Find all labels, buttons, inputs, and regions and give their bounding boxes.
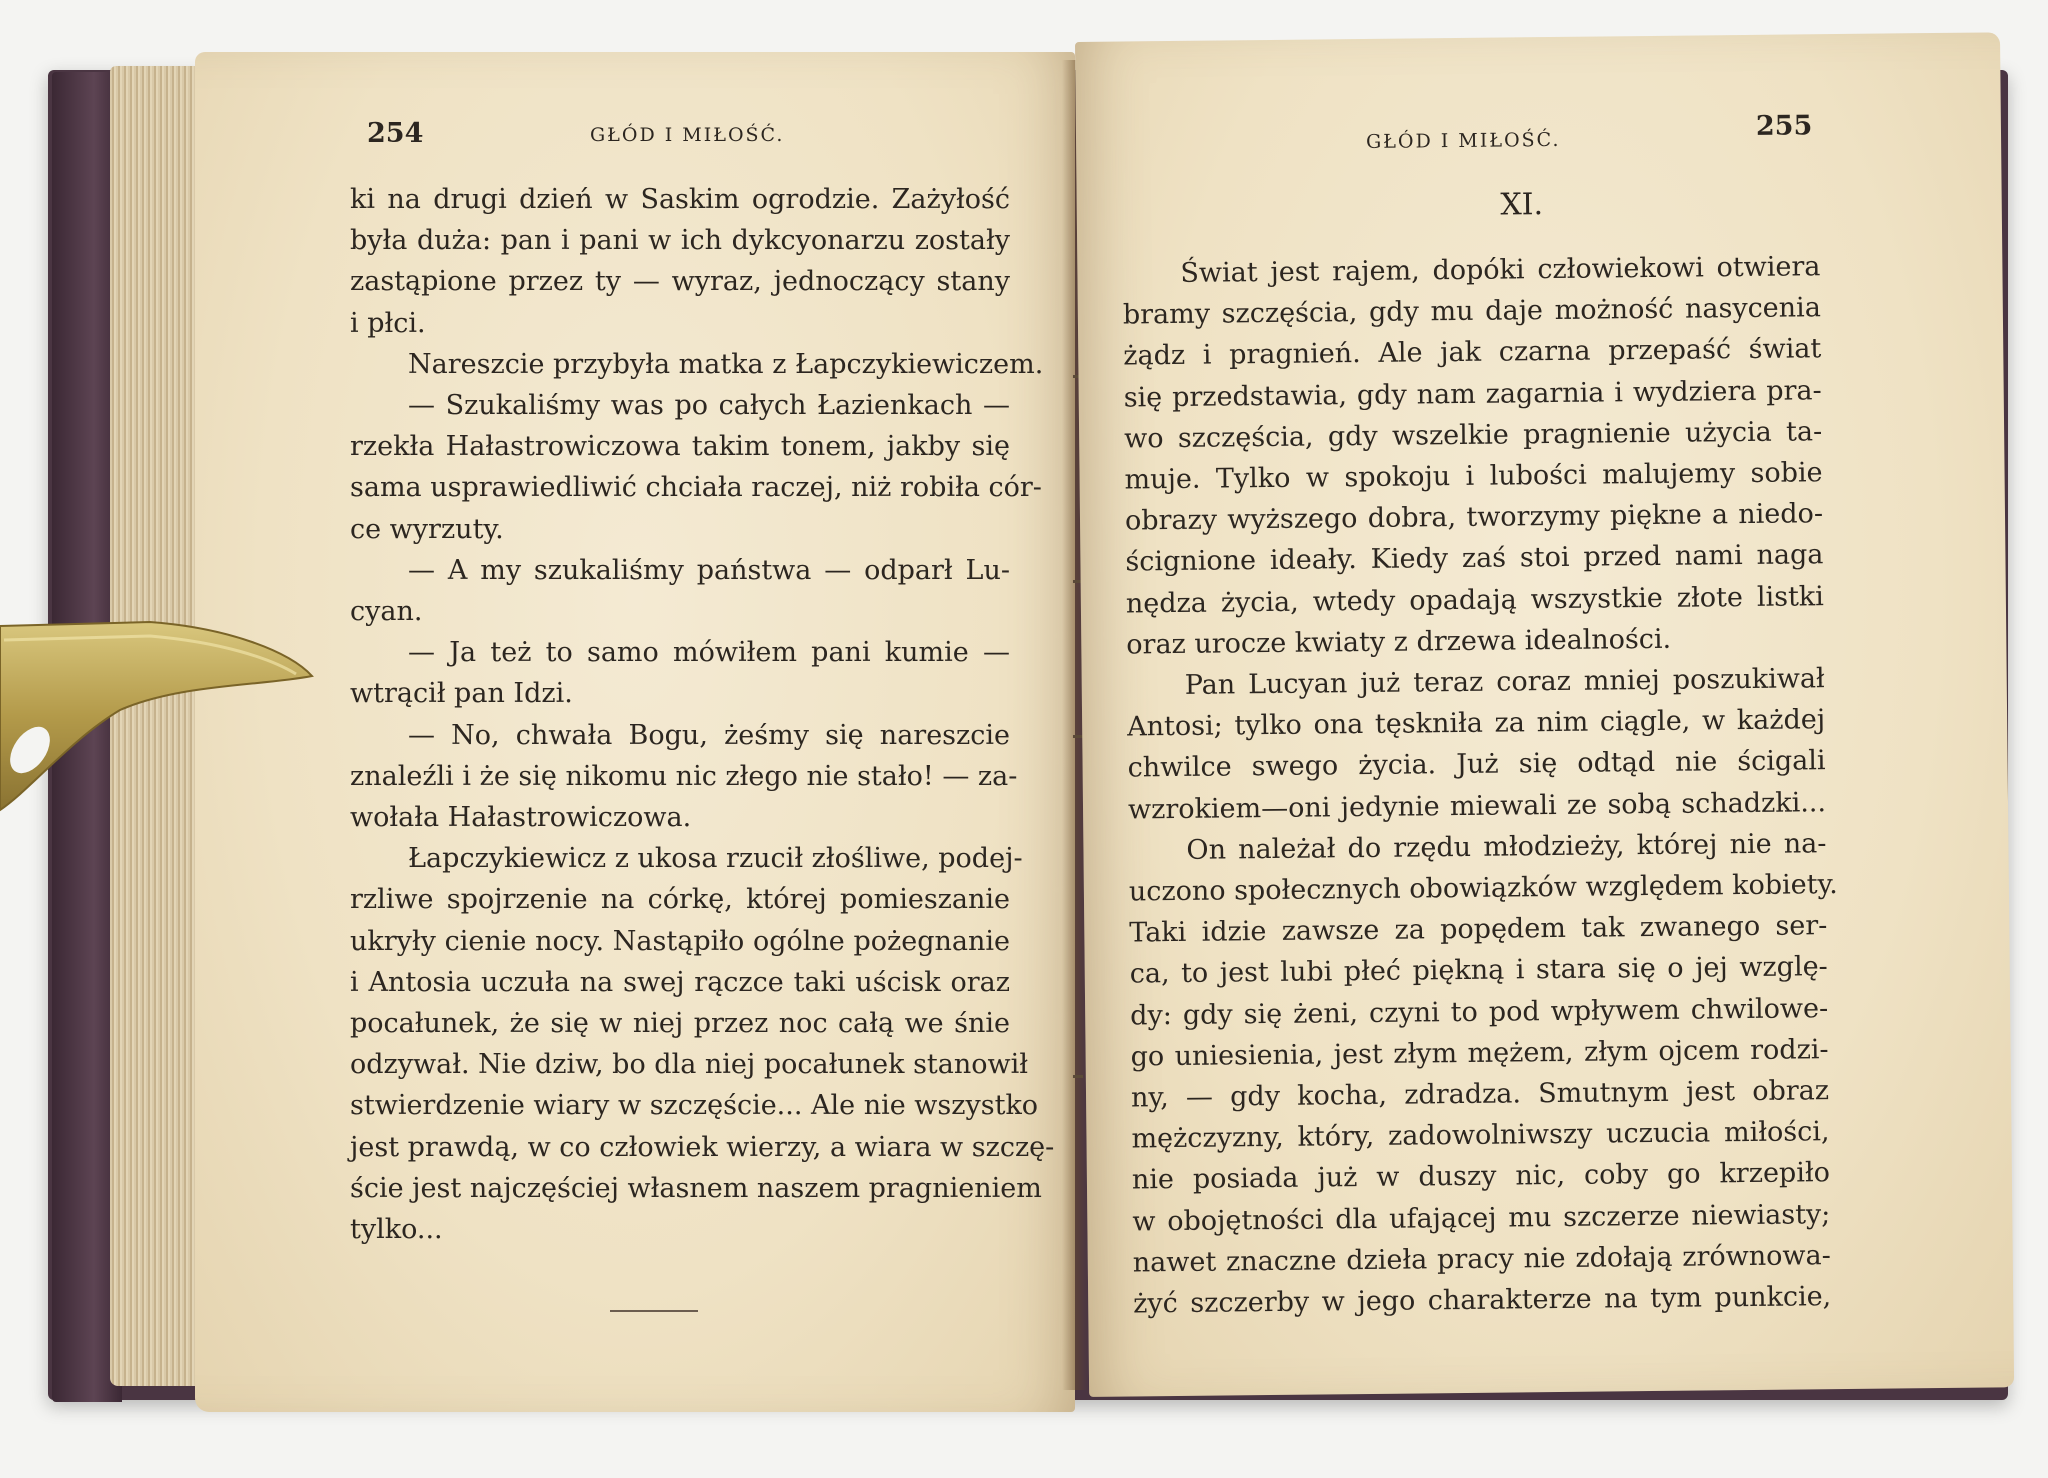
text-line: się przedstawia, gdy nam zagarnia i wydziera pra- bbox=[1123, 374, 1822, 414]
right-page-number: 255 bbox=[1755, 110, 1813, 142]
left-page-number: 254 bbox=[367, 118, 424, 149]
text-line: uczono społecznych obowiązków względem kobiety. bbox=[1128, 869, 1838, 908]
text-line: — No, chwała Bogu, żeśmy się nareszcie bbox=[408, 719, 1010, 751]
left-page bbox=[195, 52, 1075, 1412]
text-line: rzliwe spojrzenie na córkę, której pomieszanie bbox=[350, 884, 1010, 916]
text-line: rzekła Hałastrowiczowa takim tonem, jakby się bbox=[350, 431, 1010, 463]
text-line: żądz i pragnień. Ale jak czarna przepaść świat bbox=[1123, 333, 1822, 372]
text-line: odzywał. Nie dziw, bo dla niej pocałunek stanowił bbox=[350, 1049, 1029, 1081]
text-line: cyan. bbox=[350, 596, 423, 628]
text-line: ca, to jest lubi płeć piękną i stara się o jej wzglę- bbox=[1129, 951, 1828, 990]
text-line: Antosi; tylko ona tęskniła za nim ciągle, w każdej bbox=[1127, 704, 1826, 743]
text-line: ukryły cienie nocy. Nastąpiło ogólne pożegnanie bbox=[350, 925, 1010, 957]
text-line: Nareszcie przybyła matka z Łapczykiewiczem. bbox=[408, 348, 1044, 380]
text-line: wtrącił pan Idzi. bbox=[350, 678, 573, 710]
text-line: — Ja też to samo mówiłem pani kumie — bbox=[408, 637, 1010, 669]
text-line: zastąpione przez ty — wyraz, jednoczący stany bbox=[350, 266, 1010, 298]
text-line: go uniesienia, jest złym mężem, złym ojcem rodzi- bbox=[1130, 1034, 1829, 1073]
right-running-head: GŁÓD I MIŁOŚĆ. bbox=[1365, 128, 1561, 153]
text-line: stwierdzenie wiary w szczęście... Ale nie wszystko bbox=[350, 1090, 1039, 1122]
text-line: oraz urocze kwiaty z drzewa idealności. bbox=[1126, 623, 1672, 661]
text-line: muje. Tylko w spokoju i lubości malujemy sobie bbox=[1124, 457, 1823, 496]
chapter-heading: XI. bbox=[1500, 187, 1544, 223]
text-line: sama usprawiedliwić chciała raczej, niż robiła cór- bbox=[350, 472, 1042, 504]
text-line: Łapczykiewicz z ukosa rzucił złośliwe, podej- bbox=[408, 843, 1023, 875]
text-line: ki na drugi dzień w Saskim ogrodzie. Zażyłość bbox=[350, 184, 1010, 215]
text-line: dy: gdy się żeni, czyni to pod wpływem chwilowe- bbox=[1130, 992, 1829, 1032]
left-running-head: GŁÓD I MIŁOŚĆ. bbox=[590, 124, 785, 146]
right-page-text bbox=[1122, 246, 1838, 1325]
text-line: — Szukaliśmy was po całych Łazienkach — bbox=[408, 390, 1010, 422]
text-line: Pan Lucyan już teraz coraz mniej poszukiwał bbox=[1184, 663, 1825, 701]
text-line: nawet znaczne dzieła pracy nie zdołają zrównowa- bbox=[1132, 1240, 1831, 1279]
text-line: tylko... bbox=[350, 1214, 443, 1246]
text-line: ce wyrzuty. bbox=[350, 513, 504, 545]
text-line: jest prawdą, w co człowiek wierzy, a wiara w szczę- bbox=[350, 1131, 1055, 1163]
brass-bookmark bbox=[0, 600, 320, 820]
text-line: pocałunek, że się w niej przez noc całą we śnie bbox=[350, 1008, 1010, 1040]
binding-stitch bbox=[1073, 1075, 1083, 1078]
text-line: żyć szczerby w jego charakterze na tym punkcie, bbox=[1133, 1281, 1832, 1320]
text-line: — A my szukaliśmy państwa — odparł Lu- bbox=[408, 554, 1010, 586]
text-line: mężczyzny, który, zadowolniwszy uczucia miłości, bbox=[1131, 1116, 1830, 1155]
left-page-text bbox=[350, 179, 1055, 1250]
text-line: On należał do rzędu młodzieży, której nie na- bbox=[1186, 828, 1827, 866]
text-line: wołała Hałastrowiczowa. bbox=[350, 802, 692, 834]
text-line: i płci. bbox=[350, 307, 426, 339]
text-line: wzrokiem—oni jedynie miewali ze sobą schadzki... bbox=[1127, 786, 1827, 826]
text-line: i Antosia uczuła na swej rączce taki uścisk oraz bbox=[350, 966, 1010, 998]
text-line: ny, — gdy kocha, zdradza. Smutnym jest obraz bbox=[1130, 1075, 1830, 1114]
text-line: ście jest najczęściej własnem naszem pragnieniem bbox=[350, 1172, 1042, 1204]
text-line: w obojętności dla ufającej mu szczerze niewiasty; bbox=[1132, 1198, 1831, 1238]
text-line: ścignione ideały. Kiedy zaś stoi przed nami naga bbox=[1125, 539, 1824, 578]
end-rule bbox=[610, 1310, 698, 1312]
text-line: chwilce swego życia. Już się odtąd nie ścigali bbox=[1127, 745, 1826, 784]
text-line: Świat jest rajem, dopóki człowiekowi otwiera bbox=[1180, 251, 1821, 289]
text-line: nie posiada już w duszy nic, coby go krzepiło bbox=[1131, 1157, 1831, 1196]
text-line: bramy szczęścia, gdy mu daje możność nasycenia bbox=[1122, 292, 1821, 331]
text-line: nędza życia, wtedy opadają wszystkie złote listki bbox=[1125, 580, 1825, 620]
text-line: wo szczęścia, gdy wszelkie pragnienie użycia ta- bbox=[1123, 416, 1823, 455]
right-page bbox=[1075, 32, 2014, 1397]
text-line: była duża: pan i pani w ich dykcyonarzu zostały bbox=[350, 225, 1010, 257]
text-line: znaleźli i że się nikomu nic złego nie stało! — za- bbox=[350, 760, 1018, 792]
text-line: Taki idzie zawsze za popędem tak zwanego ser- bbox=[1129, 910, 1828, 949]
text-line: obrazy wyższego dobra, tworzymy piękne a niedo- bbox=[1124, 498, 1824, 537]
